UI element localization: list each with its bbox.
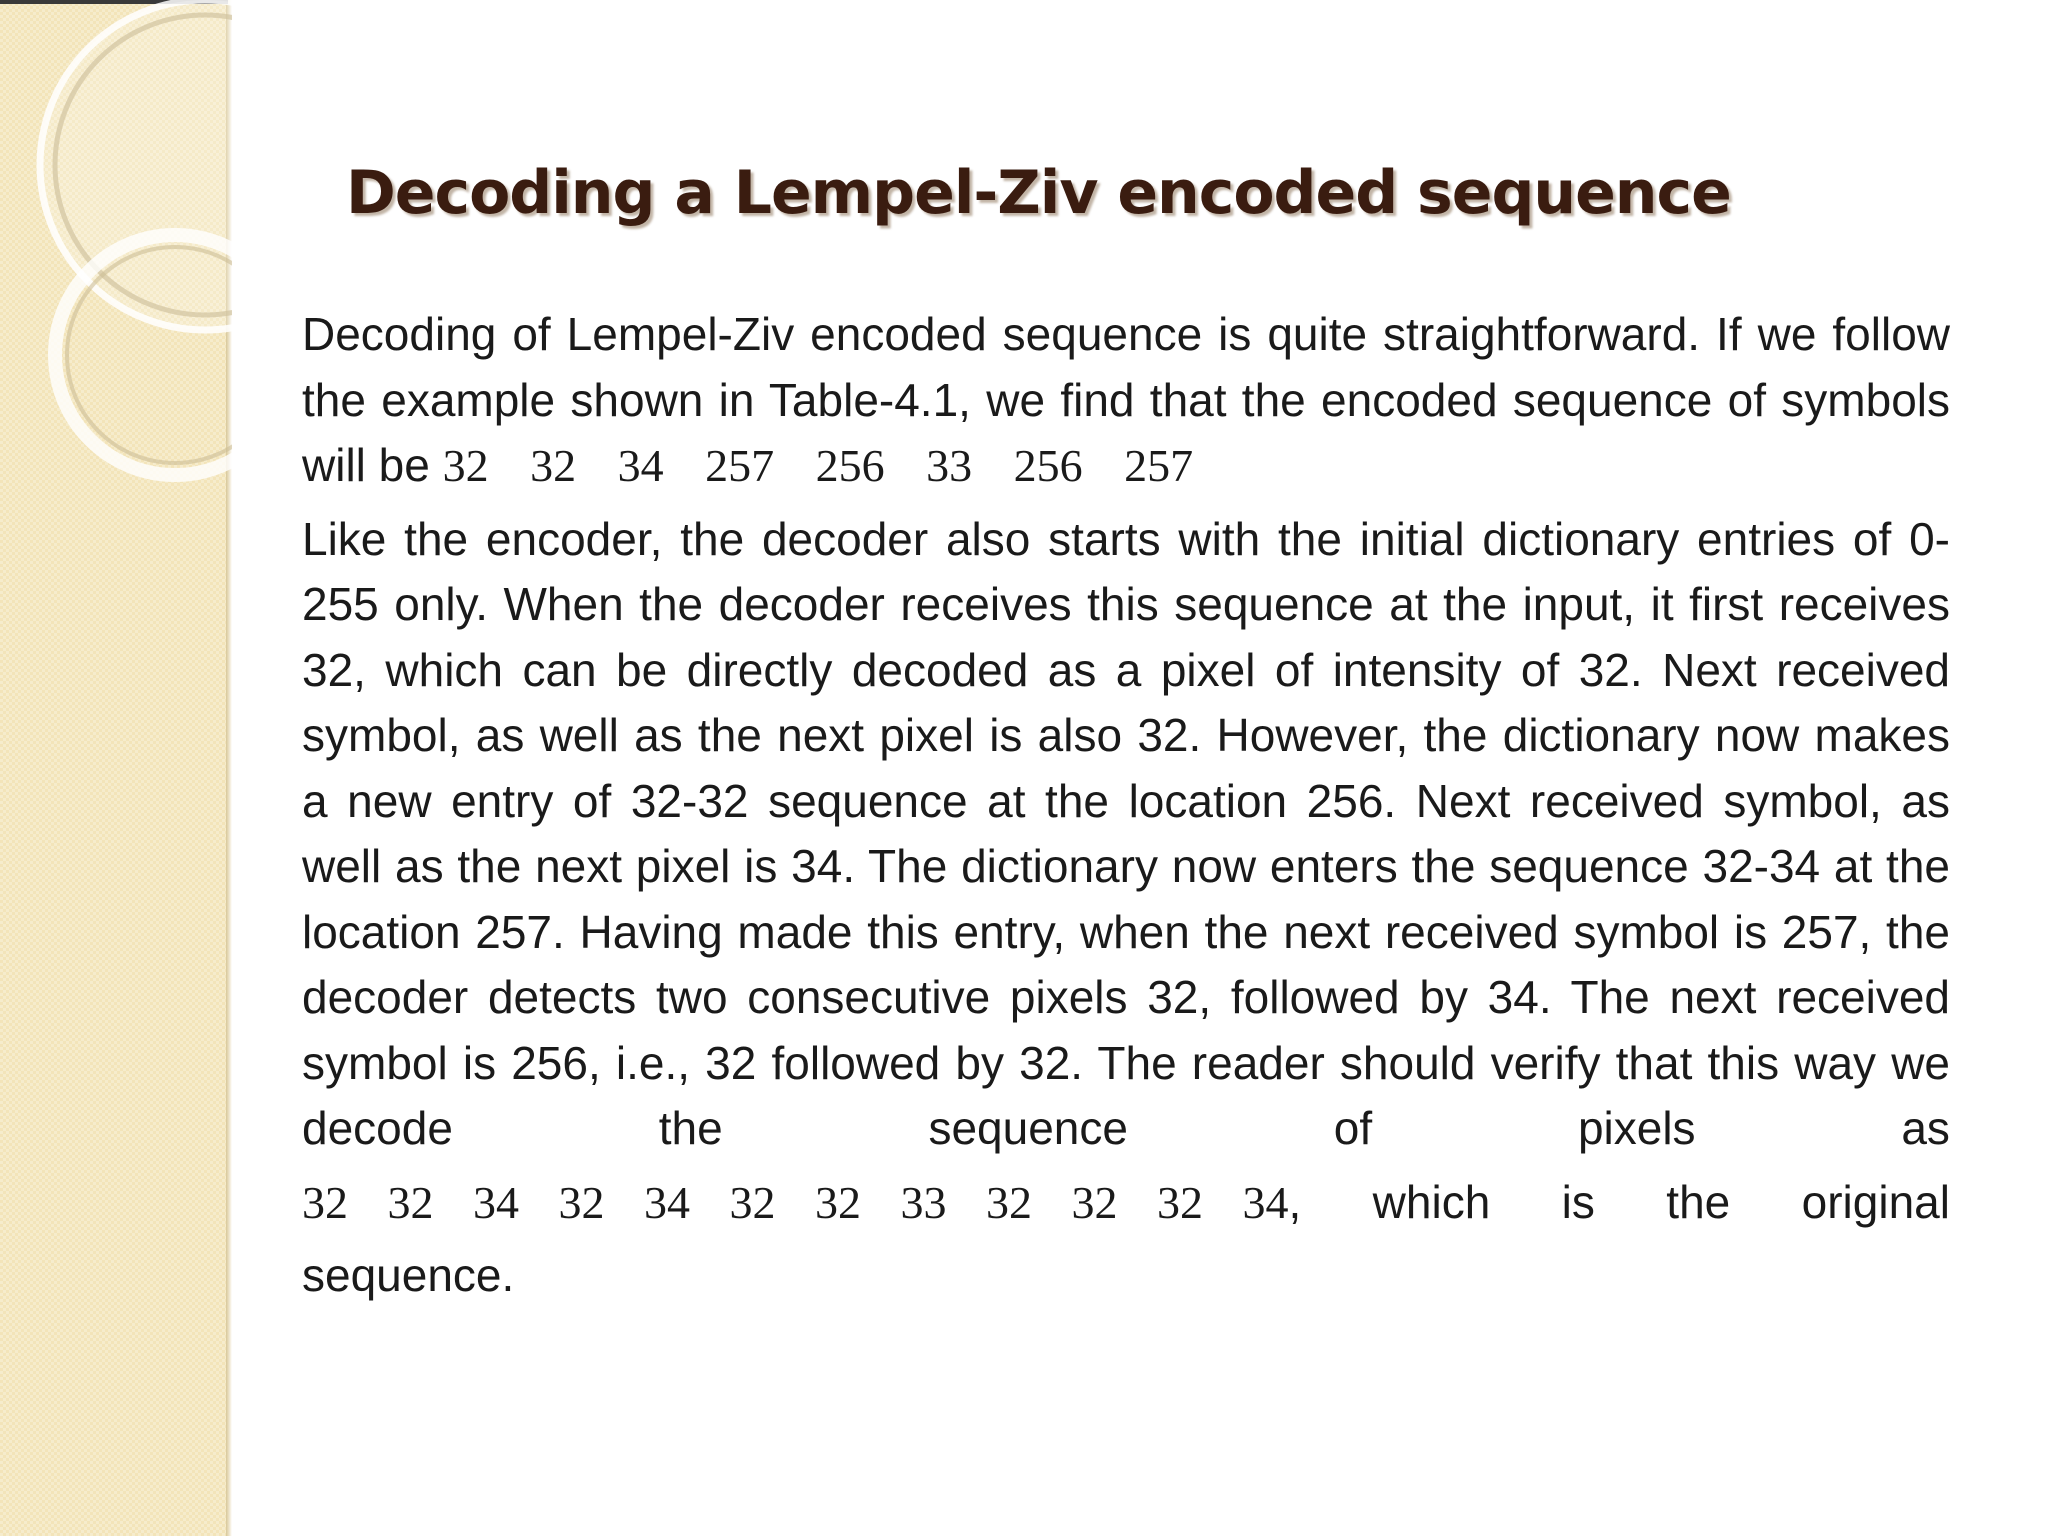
spread-word: of <box>1333 1102 1373 1154</box>
tail-word: original <box>1801 1175 1950 1228</box>
encoded-sequence: 32 32 34 257 256 33 256 257 <box>442 440 1194 491</box>
slide-body <box>302 302 1950 1308</box>
spread-word: decode <box>302 1102 453 1154</box>
paragraph-1 <box>302 302 1950 499</box>
slide-title: Decoding a Lempel-Ziv encoded sequence <box>346 158 1731 228</box>
tail-word: is <box>1561 1175 1595 1228</box>
decoded-sequence-line <box>302 1162 1950 1243</box>
comma: , <box>1288 1175 1302 1228</box>
spread-word: sequence <box>928 1102 1128 1154</box>
paragraph-2 <box>302 507 1950 1309</box>
paragraph-2-text: Like the encoder, the decoder also starts with the initial dictionary entries of 0-255 only. When the decoder receives this sequence at the input, it first receives 32, which can be directly decoded as a pixel of intensity of 32. Next received symbol, as well as the next pixel is also 32. However, the dictionary now makes a new entry of 32-32 sequence at the location 256. Next received symbol, as well as the next pixel is 34. The dictionary now enters the sequence 32-34 at the location 257. Having made this entry, when the next received symbol is 257, the decoder detects two consecutive pixels 32, followed by 34. The next received symbol is 256, i.e., 32 followed by 32. The reader should verify that this way we <box>302 512 1950 1089</box>
tail-word: the <box>1666 1175 1731 1228</box>
spread-word: as <box>1901 1102 1950 1154</box>
decoded-sequence: 32 32 34 32 34 32 32 33 32 32 32 34 <box>302 1176 1289 1228</box>
last-line: sequence. <box>302 1248 515 1301</box>
large-ring <box>40 0 232 330</box>
spread-words-line <box>302 1096 1950 1162</box>
spread-word: the <box>658 1102 723 1154</box>
decorative-rings <box>0 0 232 520</box>
spread-word: pixels <box>1577 1102 1696 1154</box>
paragraph-1-text: Decoding of Lempel-Ziv encoded sequence is quite straightforward. If we follow the example shown in Table-4.1, we find that the encoded sequence of symbols will be <box>302 308 1950 491</box>
decoded-sequence-group <box>302 1162 1301 1243</box>
tail-word: which <box>1372 1175 1491 1228</box>
